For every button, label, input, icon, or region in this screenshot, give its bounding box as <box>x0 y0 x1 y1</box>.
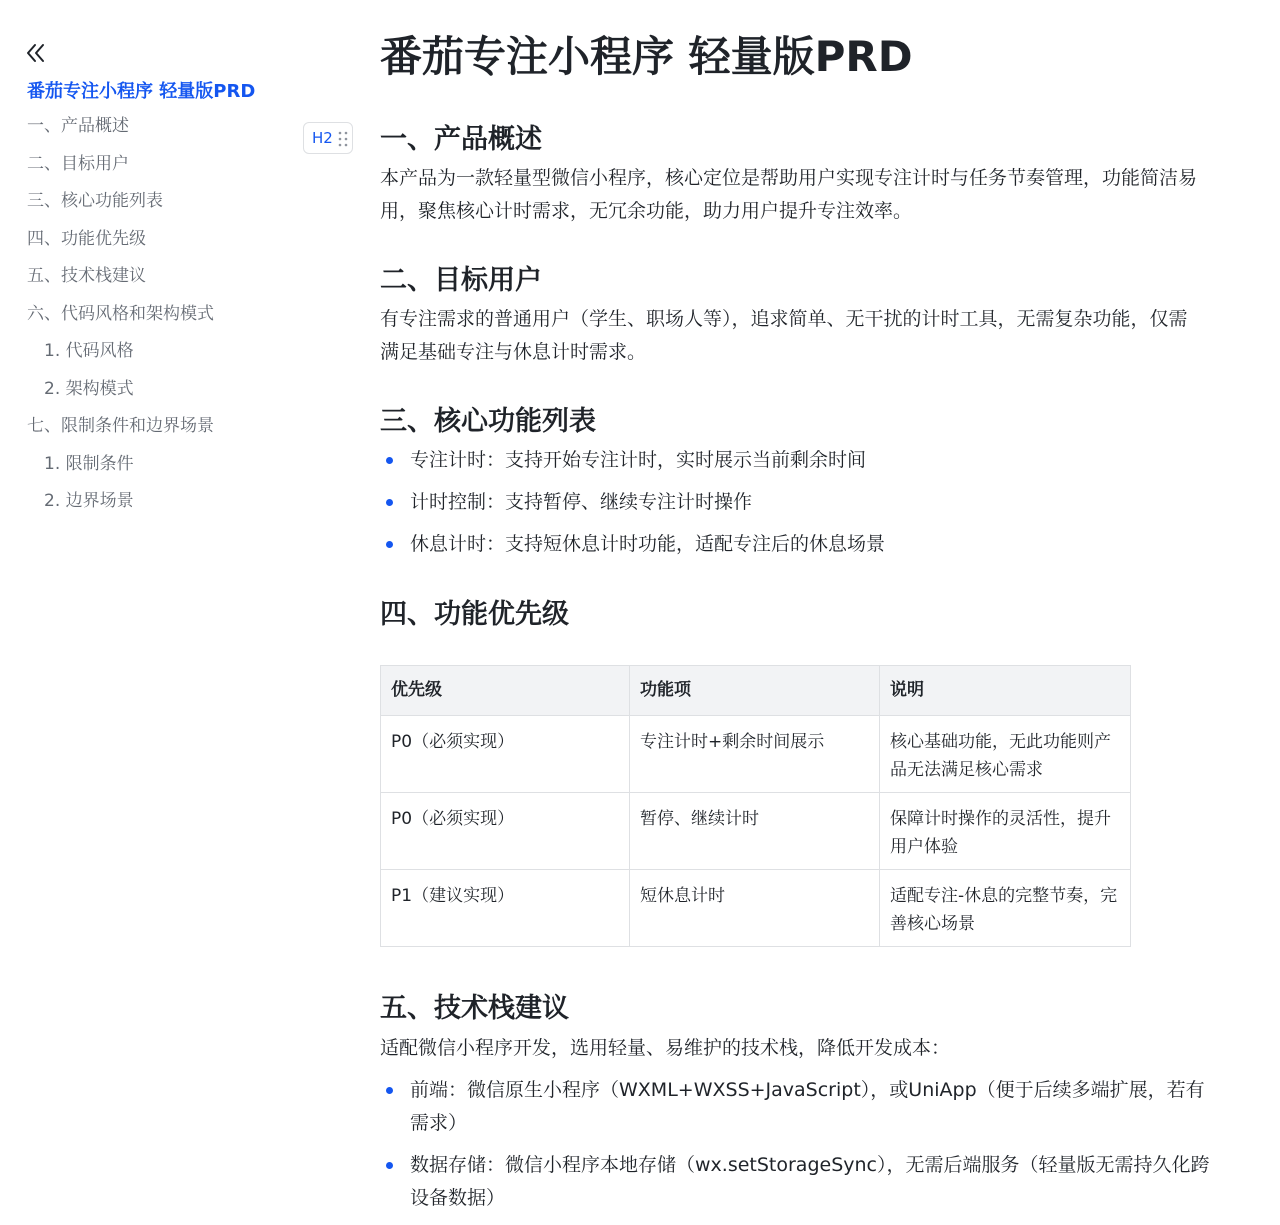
table-header-cell: 说明 <box>880 666 1131 716</box>
table-cell: 核心基础功能，无此功能则产品无法满足核心需求 <box>880 716 1131 793</box>
core-features-list <box>380 444 1210 561</box>
outline-sidebar <box>0 0 360 1225</box>
section-body-target-users: 有专注需求的普通用户（学生、职场人等），追求简单、无干扰的计时工具，无需复杂功能，仅需满足基础专注与休息计时需求。 <box>380 308 1188 363</box>
bullet-dot-icon <box>386 457 393 464</box>
table-row <box>381 870 1131 947</box>
table-header-cell: 优先级 <box>381 666 630 716</box>
outline-subitem[interactable]: 1. 代码风格 <box>44 341 134 361</box>
outline-item[interactable]: 四、功能优先级 <box>27 228 146 249</box>
table-header-row <box>381 666 1131 716</box>
table-row <box>381 716 1131 793</box>
section-heading-core-features: 三、核心功能列表 <box>380 406 596 437</box>
list-item: 数据存储：微信小程序本地存储（wx.setStorageSync），无需后端服务（轻量版无需持久化跨设备数据） <box>380 1149 1210 1215</box>
list-item: 专注计时：支持开始专注计时，实时展示当前剩余时间 <box>380 444 1210 477</box>
outline-item[interactable]: 五、技术栈建议 <box>27 266 146 286</box>
outline-item[interactable]: 二、目标用户 <box>27 153 129 174</box>
bullet-dot-icon <box>386 1087 393 1094</box>
tech-stack-list <box>380 1074 1210 1215</box>
section-heading-target-users: 二、目标用户 <box>380 265 542 296</box>
outline-list <box>0 108 300 521</box>
table-cell: 暂停、继续计时 <box>630 793 880 870</box>
table-cell: P0（必须实现） <box>381 716 630 793</box>
drag-handle-icon[interactable] <box>338 131 348 147</box>
list-item: 休息计时：支持短休息计时功能，适配专注后的休息场景 <box>380 528 1210 561</box>
table-header-cell: 功能项 <box>630 666 880 716</box>
bullet-dot-icon <box>386 499 393 506</box>
outline-item[interactable]: 一、产品概述 <box>27 116 129 136</box>
page-title: 番茄专注小程序 轻量版PRD <box>380 32 913 81</box>
list-item: 计时控制：支持暂停、继续专注计时操作 <box>380 486 1210 519</box>
outline-item[interactable]: 六、代码风格和架构模式 <box>27 303 214 324</box>
table-cell: P1（建议实现） <box>381 870 630 947</box>
section-heading-tech-stack: 五、技术栈建议 <box>380 993 569 1024</box>
double-chevron-left-icon[interactable] <box>22 40 48 66</box>
section-body-overview: 本产品为一款轻量型微信小程序，核心定位是帮助用户实现专注计时与任务节奏管理，功能简洁易用，聚焦核心计时需求，无冗余功能，助力用户提升专注效率。 <box>380 167 1198 222</box>
outline-subitem[interactable]: 1. 限制条件 <box>44 453 134 474</box>
section-heading-overview: 一、产品概述 <box>380 124 542 155</box>
outline-doc-title[interactable]: 番茄专注小程序 轻量版PRD <box>27 81 256 102</box>
heading-level-badge[interactable] <box>303 122 353 154</box>
outline-subitem[interactable]: 2. 架构模式 <box>44 378 134 399</box>
section-body-tech-stack: 适配微信小程序开发，选用轻量、易维护的技术栈，降低开发成本： <box>380 1037 951 1059</box>
bullet-dot-icon <box>386 1162 393 1169</box>
table-cell: 短休息计时 <box>630 870 880 947</box>
table-cell: 适配专注-休息的完整节奏，完善核心场景 <box>880 870 1131 947</box>
table-cell: P0（必须实现） <box>381 793 630 870</box>
table-row <box>381 793 1131 870</box>
section-heading-priority: 四、功能优先级 <box>380 599 569 630</box>
outline-item[interactable]: 三、核心功能列表 <box>27 191 163 211</box>
list-item: 前端：微信原生小程序（WXML+WXSS+JavaScript），或UniApp（便于后续多端扩展，若有需求） <box>380 1074 1210 1140</box>
priority-table <box>380 665 1131 947</box>
table-cell: 保障计时操作的灵活性，提升用户体验 <box>880 793 1131 870</box>
bullet-dot-icon <box>386 541 393 548</box>
outline-subitem[interactable]: 2. 边界场景 <box>44 491 134 511</box>
table-cell: 专注计时+剩余时间展示 <box>630 716 880 793</box>
heading-level-label: H2 <box>312 129 333 147</box>
outline-item[interactable]: 七、限制条件和边界场景 <box>27 416 214 436</box>
